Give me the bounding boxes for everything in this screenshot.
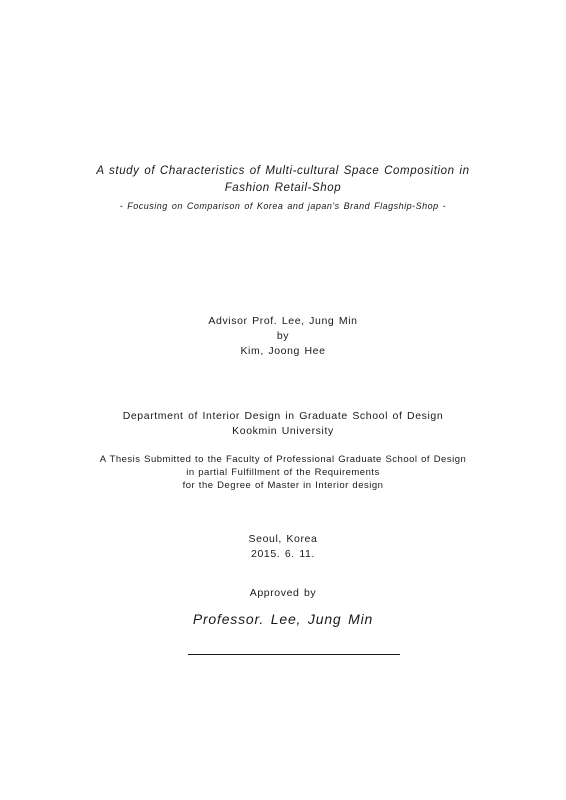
date-line: 2015. 6. 11. (251, 548, 315, 560)
approver-name: Professor. Lee, Jung Min (192, 611, 374, 627)
university-name: Kookmin University (232, 425, 334, 437)
approved-by-label: Approved by (249, 587, 317, 599)
submission-line-1: A Thesis Submitted to the Faculty of Professional Graduate School of Design (99, 454, 467, 465)
author-name: Kim, Joong Hee (240, 345, 326, 357)
advisor-line: Advisor Prof. Lee, Jung Min (208, 315, 358, 327)
thesis-subtitle: - Focusing on Comparison of Korea and japan's Brand Flagship-Shop - (119, 201, 447, 211)
submission-line-3: for the Degree of Master in Interior design (182, 480, 384, 491)
department-name: Department of Interior Design in Graduate School of Design (122, 410, 444, 422)
signature-line (188, 654, 400, 655)
by-line: by (276, 330, 290, 342)
place-line: Seoul, Korea (248, 533, 318, 545)
submission-line-2: in partial Fulfillment of the Requirements (186, 467, 380, 478)
thesis-title-line-1: A study of Characteristics of Multi-cultural Space Composition in (96, 165, 470, 177)
thesis-title-line-2: Fashion Retail-Shop (224, 182, 342, 194)
